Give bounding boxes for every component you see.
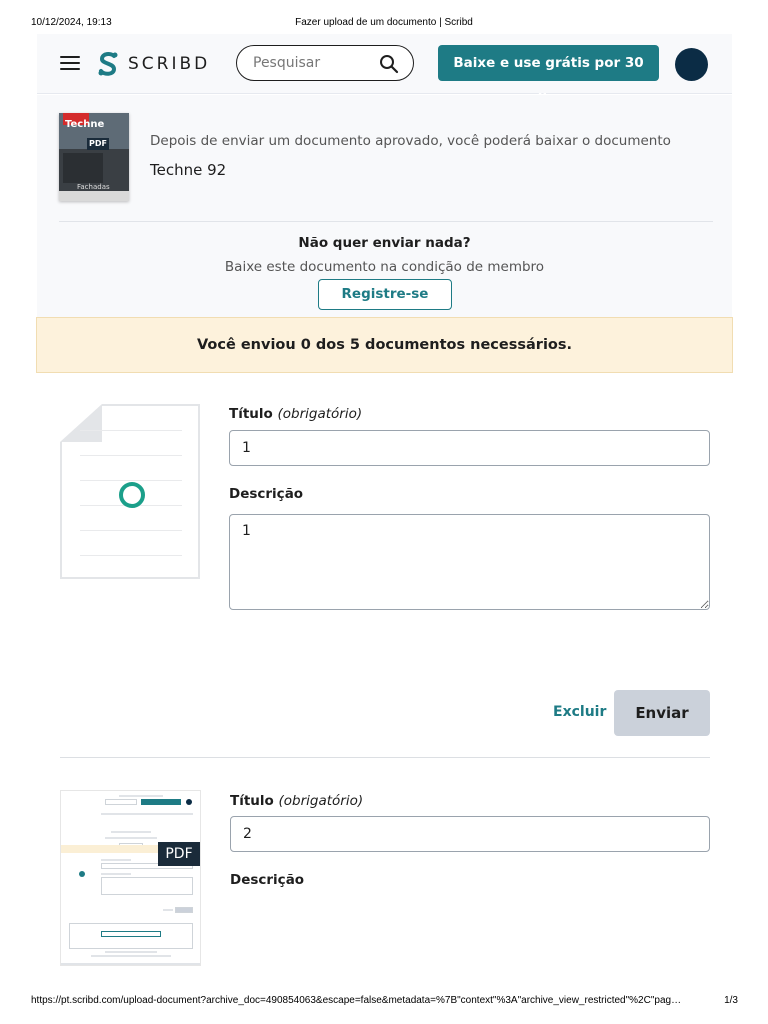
document-thumbnail [60,790,201,966]
description-input[interactable] [229,514,710,610]
alert-message: Você enviou 0 dos 5 documentos necessários. [196,337,573,353]
description-label: Descrição [229,486,304,502]
pdf-badge: PDF [158,842,200,866]
membership-text: Baixe este documento na condição de membro [224,259,545,275]
document-info-panel [37,95,732,317]
top-navbar [37,34,732,94]
document-thumbnail[interactable] [59,113,129,201]
delete-button[interactable]: Excluir [553,704,607,720]
membership-heading: Não quer enviar nada? [298,235,471,251]
avatar[interactable] [675,48,708,81]
thumbnail-title: Techne [65,119,105,130]
free-trial-button[interactable]: Baixe e use grátis por 30 [438,45,659,81]
print-url: https://pt.scribd.com/upload-document?archive_doc=490854063&escape=false&metadata=%7B"context"%3A"archive_view_restricted"%2C"pag… [31,995,682,1006]
divider [59,221,713,222]
search-box[interactable] [236,45,414,81]
scribd-logo[interactable] [97,51,210,77]
send-button[interactable]: Enviar [614,690,710,736]
pdf-badge: PDF [87,138,109,150]
title-input[interactable] [230,816,710,852]
title-label: Título (obrigatório) [229,406,363,422]
hamburger-menu-icon[interactable] [60,56,80,72]
title-input[interactable] [229,430,710,466]
print-page-title: Fazer upload de um documento | Scribd [295,17,473,28]
logo-text: SCRIBD [128,54,211,74]
print-footer [0,995,768,1007]
scribd-logo-icon [97,51,119,77]
thumbnail-caption: Fachadas [77,183,110,191]
print-datetime: 10/12/2024, 19:13 [31,17,112,28]
search-input[interactable] [253,46,373,80]
upload-progress-alert [36,317,733,373]
divider [60,757,710,758]
search-icon[interactable] [379,54,399,74]
page-fold-icon [60,404,102,442]
loading-spinner-icon [119,482,145,508]
register-button[interactable]: Registre-se [318,279,452,310]
title-label: Título (obrigatório) [230,793,364,809]
file-preview [60,404,200,579]
print-header [0,17,768,29]
download-note: Depois de enviar um documento aprovado, você poderá baixar o documento [150,133,671,149]
description-label: Descrição [230,872,305,888]
print-page-number: 1/3 [724,995,738,1006]
document-name: Techne 92 [150,161,227,179]
